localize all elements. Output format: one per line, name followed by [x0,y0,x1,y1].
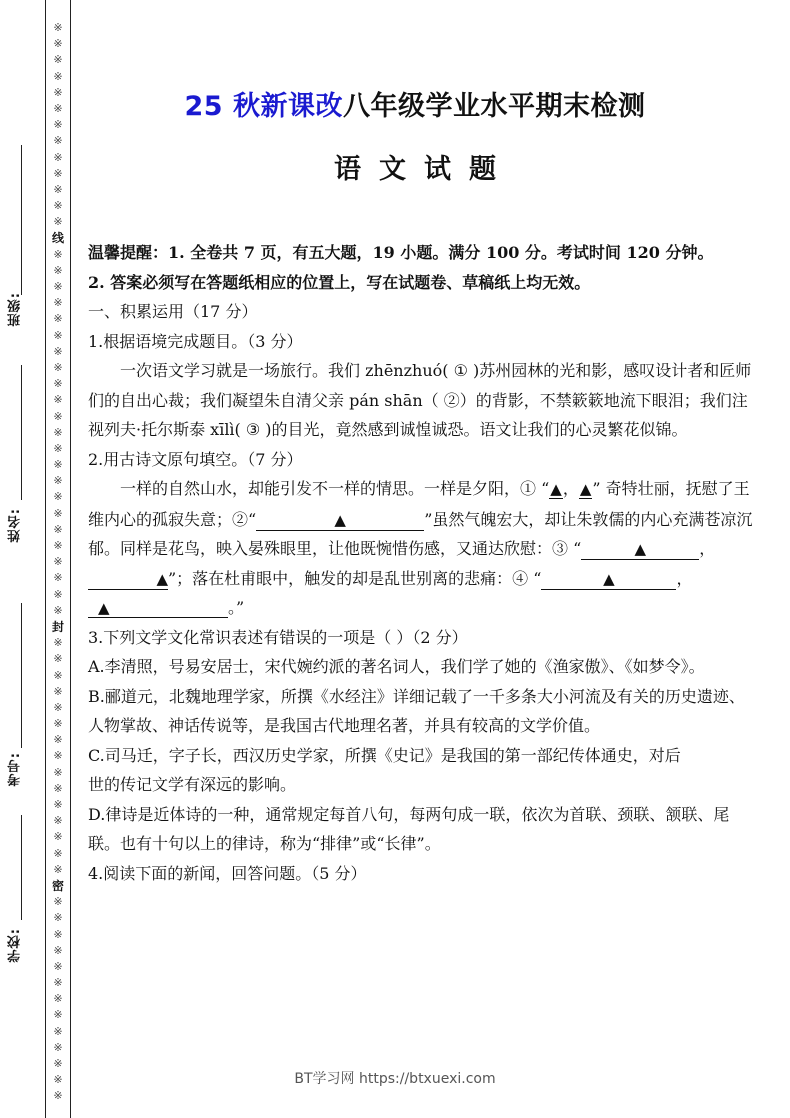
field-line [21,815,22,920]
answer-blank-3b[interactable] [88,569,168,590]
answer-blank-3a[interactable] [581,539,699,560]
notice-line-1: 温馨提醒：1. 全卷共 7 页，有五大题，19 小题。满分 100 分。考试时间 120 分钟。 [88,243,714,262]
field-line [21,603,22,748]
reference-mark-icon: ※ [53,166,63,180]
question-3-stem: 3.下列文学文化常识表述有错误的一项是（ ）（2 分） [88,627,468,647]
question-1-stem: 1.根据语境完成题目。（3 分） [88,331,303,351]
reference-mark-icon: ※ [53,830,63,844]
reference-mark-icon: ※ [53,636,63,650]
passage-text: ” 奇特壮丽，抚慰了王维内心的孤寂失意；②“ [88,479,750,529]
title-main: 八年级学业水平期末检测 [342,91,646,122]
reference-mark-icon: ※ [53,280,63,293]
reference-mark-icon: ※ [53,555,63,569]
reference-mark-icon: ※ [53,393,63,407]
reference-mark-icon: ※ [53,781,63,795]
reference-mark-icon: ※ [53,717,63,731]
triangle-marker-icon: ▲ [334,510,346,529]
question-3-option-b[interactable]: B.郦道元，北魏地理学家，所撰《水经注》详细记载了一千多条大小河流及有关的历史遗迹、人物掌故、神话传说等，是我国古代地理名著，并具有较高的文学价值。 [88,686,745,735]
reference-mark-icon: ※ [53,134,63,148]
reference-mark-icon: ※ [53,490,63,504]
reference-mark-icon: ※ [53,247,63,261]
question-1-passage: 一次语文学习就是一场旅行。我们 zhēnzhuó( ① )苏州园林的光和影，感叹设计者和匠师们的自出心裁；我们凝望朱自清父亲 pán shān（ ②）的背影，不禁簌簌地流下眼泪；我们注视列夫·托尔斯泰 xīlì( ③ )的目光，竟然感到诚惶诚恐。语文让我们的心灵繁花似锦。 [88,361,752,439]
reference-mark-icon: ※ [53,522,63,536]
reference-mark-icon: ※ [53,328,63,342]
question-3-option-c[interactable]: C.司马迁，字子长，西汉历史学家，所撰《史记》是我国的第一部纪传体通史，对后世的传记文学有深远的影响。 [88,745,681,794]
exam-content [88,238,756,888]
reference-mark-icon: ※ [53,409,63,423]
reference-mark-icon: ※ [53,814,63,828]
answer-blank-1b[interactable]: ▲ [579,480,592,498]
reference-mark-icon: ※ [53,765,63,779]
question-3-option-a[interactable]: A.李清照，号易安居士，宋代婉约派的著名词人，我们学了她的《渔家傲》、《如梦令》。 [88,657,705,676]
reference-mark-icon: ※ [53,344,63,358]
reference-mark-icon: ※ [53,441,63,455]
passage-text: ”；落在杜甫眼中，触发的却是乱世别离的悲痛：④ “ [168,568,542,588]
reference-mark-icon: ※ [53,895,63,909]
reference-mark-icon: ※ [53,377,63,391]
school-field-label: 学校: [8,928,23,963]
reference-mark-icon: ※ [53,1089,63,1103]
reference-mark-icon: ※ [53,199,63,213]
reference-mark-icon: ※ [53,21,63,34]
reference-mark-icon: ※ [53,1008,63,1022]
reference-mark-icon: ※ [53,215,63,229]
reference-mark-icon: ※ [53,846,63,860]
punct: ， [699,539,716,558]
reference-mark-icon: ※ [53,1073,63,1087]
reference-mark-icon: ※ [53,312,63,326]
question-4-stem: 4.阅读下面的新闻，回答问题。（5 分） [88,863,367,883]
reference-mark-icon: ※ [53,1057,63,1070]
reference-mark-icon: ※ [53,976,63,990]
reference-mark-icon: ※ [53,992,63,1006]
reference-mark-icon: ※ [53,700,63,714]
triangle-marker-icon: ▲ [98,599,110,617]
reference-mark-icon: ※ [53,101,63,115]
reference-mark-icon: ※ [53,150,63,164]
reference-mark-icon: ※ [53,684,63,698]
passage-text: 一样的自然山水，却能引发不一样的情思。一样是夕阳，① “ [120,479,550,498]
name-field-label: 姓名: [8,508,23,543]
triangle-marker-icon: ▲ [634,540,647,558]
reference-mark-icon: ※ [53,118,63,132]
reference-mark-icon: ※ [53,749,63,763]
seal-word: 封 [51,619,64,634]
punct: ， [676,568,693,588]
reference-mark-icon: ※ [53,733,63,747]
answer-blank-4b[interactable] [88,598,228,618]
seal-word: 线 [51,231,64,246]
reference-mark-icon: ※ [53,959,63,973]
title-accent: 25 秋新课改 [184,91,343,122]
answer-blank-4a[interactable] [541,569,676,590]
reference-mark-icon: ※ [53,425,63,439]
section-heading: 一、积累运用（17 分） [88,302,258,321]
reference-mark-icon: ※ [53,53,63,67]
passage-text: 。” [228,598,245,617]
reference-mark-icon: ※ [53,539,63,552]
reference-mark-icon: ※ [53,603,63,617]
seal-word: 密 [51,878,64,893]
question-2-stem: 2.用古诗文原句填空。（7 分） [88,449,303,469]
reference-mark-icon: ※ [53,458,63,472]
reference-mark-icon: ※ [53,943,63,957]
reference-mark-icon: ※ [53,1040,63,1054]
reference-mark-icon: ※ [53,37,63,51]
watermark-footer: BT学习网 https://btxuexi.com [294,1071,496,1087]
reference-mark-icon: ※ [53,798,63,811]
reference-mark-icon: ※ [53,911,63,925]
reference-mark-icon: ※ [53,587,63,601]
triangle-marker-icon: ▲ [603,569,615,588]
answer-blank-1a[interactable]: ▲ [550,480,562,498]
punct: ， [562,479,579,498]
reference-mark-icon: ※ [53,862,63,876]
reference-mark-icon: ※ [53,652,63,666]
triangle-marker-icon: ▲ [156,569,168,588]
reference-mark-icon: ※ [53,182,63,196]
question-3-option-d[interactable]: D.律诗是近体诗的一种，通常规定每首八句，每两句成一联，依次为首联、颈联、颔联、尾联。也有十句以上的律诗，称为“排律”或“长律”。 [88,804,730,853]
reference-mark-icon: ※ [53,571,63,585]
exam-number-field-label: 考号: [8,752,23,787]
reference-mark-icon: ※ [53,296,63,310]
question-2-passage [88,474,756,623]
reference-mark-icon: ※ [53,506,63,520]
notice-line-2: 2. 答案必须写在答题纸相应的位置上，写在试题卷、草稿纸上均无效。 [88,272,591,292]
reference-mark-icon: ※ [53,474,63,488]
exam-subtitle: 语文试题 [334,154,514,185]
passage-text: ”虽然气魄宏大，却让朱敦儒的内心充满苍凉沉郁。同样是花鸟，映入晏殊眼里，让他既惋惜伤感，又通达欣慰：③ “ [88,509,753,558]
exam-title [0,84,790,123]
reference-mark-icon: ※ [53,927,63,941]
reference-mark-icon: ※ [53,69,63,83]
class-field-label: 班级: [8,292,23,327]
reference-mark-icon: ※ [53,263,63,277]
answer-blank-2[interactable] [256,510,424,531]
reference-mark-icon: ※ [53,1024,63,1038]
reference-mark-icon: ※ [53,85,63,99]
reference-mark-icon: ※ [53,668,63,682]
field-line [21,365,22,500]
reference-mark-icon: ※ [53,360,63,374]
